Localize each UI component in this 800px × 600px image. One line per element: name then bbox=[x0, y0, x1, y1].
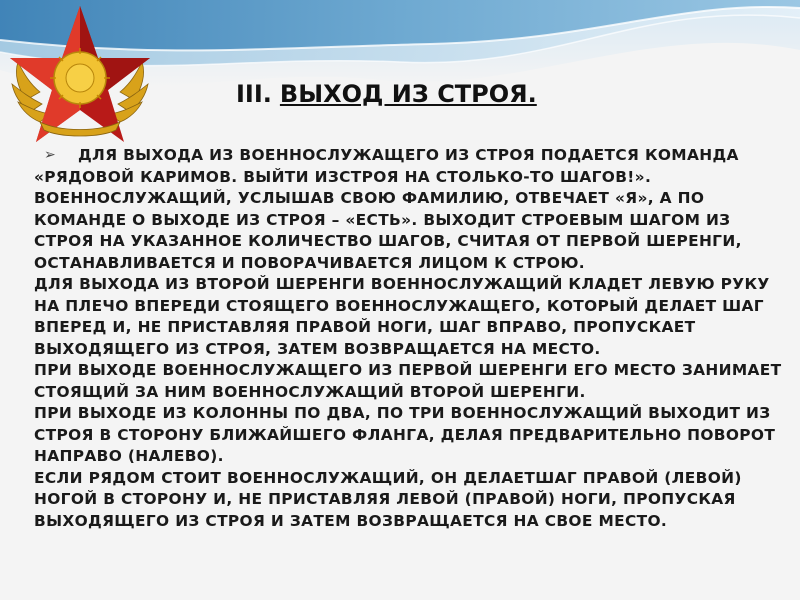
paragraph-1: ДЛЯ ВЫХОДА ИЗ ВОЕННОСЛУЖАЩЕГО ИЗ СТРОЯ ПОДАЕТСЯ КОМАНДА bbox=[78, 146, 739, 164]
body-text bbox=[34, 145, 784, 532]
paragraph-4: ПРИ ВЫХОДЕ ВОЕННОСЛУЖАЩЕГО ИЗ ПЕРВОЙ ШЕРЕНГИ ЕГО МЕСТО ЗАНИМАЕТ СТОЯЩИЙ ЗА НИМ ВОЕННОСЛУЖАЩИЙ ВТОРОЙ ШЕРЕНГИ. bbox=[34, 361, 782, 401]
paragraph-5: ПРИ ВЫХОДЕ ИЗ КОЛОННЫ ПО ДВА, ПО ТРИ ВОЕННОСЛУЖАЩИЙ ВЫХОДИТ ИЗ СТРОЯ В СТОРОНУ БЛИЖАЙШЕГО ФЛАНГА, ДЕЛАЯ ПРЕДВАРИТЕЛЬНО ПОВОРОТ НАПРАВО (НАЛЕВО). bbox=[34, 404, 776, 465]
paragraph-6: ЕСЛИ РЯДОМ СТОИТ ВОЕННОСЛУЖАЩИЙ, ОН ДЕЛАЕТШАГ ПРАВОЙ (ЛЕВОЙ) НОГОЙ В СТОРОНУ И, НЕ ПРИСТАВЛЯЯ ЛЕВОЙ (ПРАВОЙ) НОГИ, ПРОПУСКАЯ ВЫХОДЯЩЕГО ИЗ СТРОЯ И ЗАТЕМ ВОЗВРАЩАЕТСЯ НА СВОЕ МЕСТО. bbox=[34, 468, 742, 530]
section-number: III. bbox=[236, 80, 272, 108]
page-title bbox=[236, 80, 537, 108]
paragraph-3: ДЛЯ ВЫХОДА ИЗ ВТОРОЙ ШЕРЕНГИ ВОЕННОСЛУЖАЩИЙ КЛАДЕТ ЛЕВУЮ РУКУ НА ПЛЕЧО ВПЕРЕДИ СТОЯЩЕГО ВОЕННОСЛУЖАЩЕГО, КОТОРЫЙ ДЕЛАЕТ ШАГ ВПЕРЕД И, НЕ ПРИСТАВЛЯЯ ПРАВОЙ НОГИ, ШАГ ВПРАВО, ПРОПУСКАЕТ ВЫХОДЯЩЕГО ИЗ СТРОЯ, ЗАТЕМ ВОЗВРАЩАЕТСЯ НА МЕСТО. bbox=[34, 275, 770, 358]
section-title: ВЫХОД ИЗ СТРОЯ. bbox=[279, 80, 537, 108]
paragraph-2: «РЯДОВОЙ КАРИМОВ. ВЫЙТИ ИЗСТРОЯ НА СТОЛЬКО-ТО ШАГОВ!». ВОЕННОСЛУЖАЩИЙ, УСЛЫШАВ СВОЮ ФАМИЛИЮ, ОТВЕЧАЕТ «Я», А ПО КОМАНДЕ О ВЫХОДЕ ИЗ СТРОЯ – «ЕСТЬ». ВЫХОДИТ СТРОЕВЫМ ШАГОМ ИЗ СТРОЯ НА УКАЗАННОЕ КОЛИЧЕСТВО ШАГОВ, СЧИТАЯ ОТ ПЕРВОЙ ШЕРЕНГИ, ОСТАНАВЛИВАЕТСЯ И ПОВОРАЧИВАЕТСЯ ЛИЦОМ К СТРОЮ. bbox=[34, 167, 742, 272]
checkmark-arrow-icon: ➢ bbox=[44, 147, 56, 163]
star-emblem-logo bbox=[0, 0, 160, 160]
